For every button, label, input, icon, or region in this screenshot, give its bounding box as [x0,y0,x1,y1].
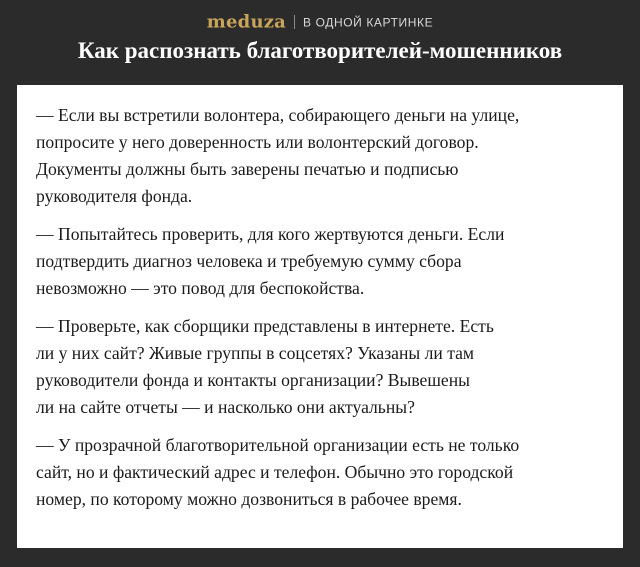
brand-divider [294,15,295,29]
paragraph-volunteer-documents [36,102,605,210]
paragraph-check-recipient [36,221,605,302]
text-line: — У прозрачной благотворительной организации есть не только [36,435,520,455]
text-line: ли на сайте отчеты — и насколько они актуальны? [36,397,415,417]
paragraph-internet-presence [36,313,605,421]
paragraph-transparent-organization [36,432,605,513]
text-line: невозможно — это повод для беспокойства. [36,278,365,298]
text-line: сайт, но и фактический адрес и телефон. Обычно это городской [36,462,514,482]
text-line: Документы должны быть заверены печатью и подписью [36,159,459,179]
text-line: — Проверьте, как сборщики представлены в интернете. Есть [36,316,494,336]
content-card [17,85,623,548]
page-title: Как распознать благотворителей-мошенников [77,38,563,63]
section-caption: В ОДНОЙ КАРТИНКЕ [303,15,434,30]
header [0,0,640,86]
brand-line [0,11,640,33]
text-line: подтвердить диагноз человека и требуемую сумму сбора [36,251,462,271]
text-line: — Если вы встретили волонтера, собирающего деньги на улице, [36,105,520,125]
text-line: ли у них сайт? Живые группы в соцсетях? Указаны ли там [36,343,475,363]
text-line: попросите у него доверенность или волонтерский договор. [36,132,479,152]
text-line: руководители фонда и контакты организации? Вывешены [36,370,470,390]
text-line: руководителя фонда. [36,186,193,206]
text-line: номер, по которому можно дозвониться в рабочее время. [36,489,462,509]
meduza-logo[interactable]: meduza [206,11,287,33]
text-line: — Попытайтесь проверить, для кого жертвуются деньги. Если [36,224,505,244]
